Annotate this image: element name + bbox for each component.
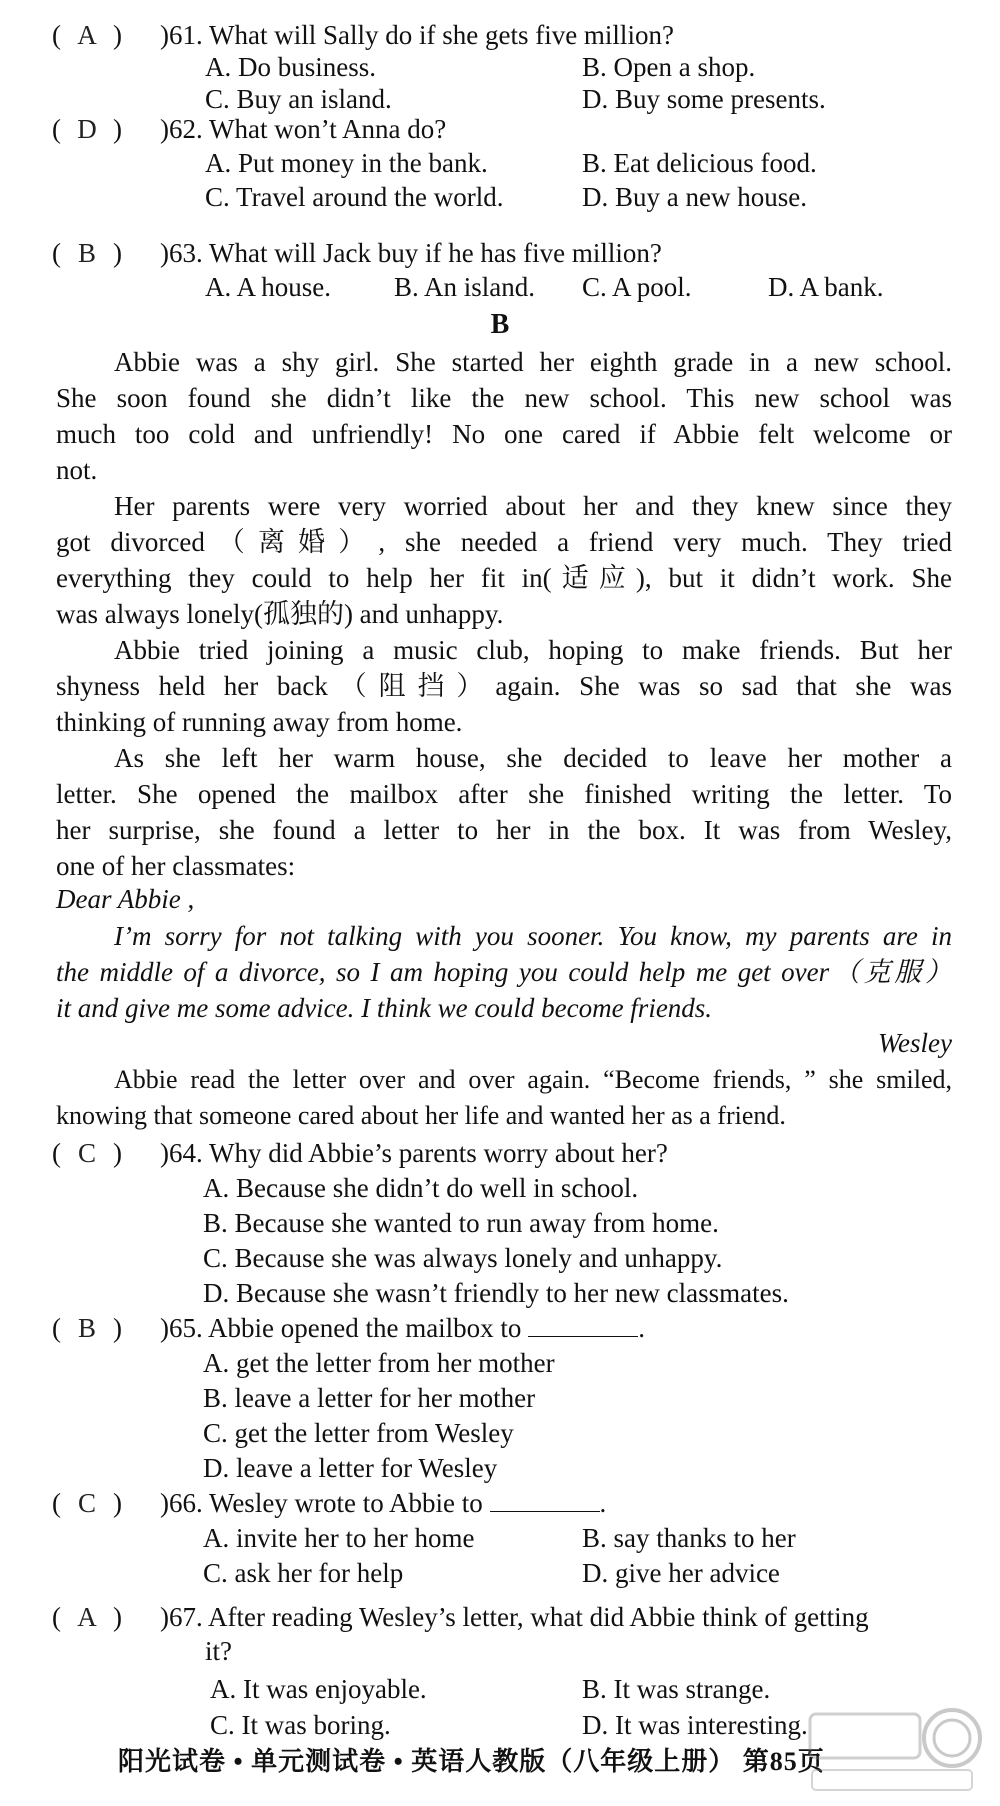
question-65: )65. Abbie opened the mailbox to <box>160 1313 522 1343</box>
answer-paren-67: ( A ) <box>52 1602 122 1632</box>
answer-blank-66 <box>490 1489 600 1512</box>
passage-line: was always lonely(孤独的) and unhappy. <box>56 599 504 629</box>
option-63-a: A. A house. <box>205 272 332 302</box>
option-67-a: A. It was enjoyable. <box>210 1674 427 1704</box>
answer-67: A <box>77 1602 97 1632</box>
option-62-b: B. Eat delicious food. <box>582 148 817 178</box>
option-61-d: D. Buy some presents. <box>582 84 826 114</box>
option-62-d: D. Buy a new house. <box>582 182 807 212</box>
passage-line: everything they could to help her fit in(适应), but it didn’t work. She <box>56 563 952 593</box>
option-67-d: D. It was interesting. <box>582 1710 808 1740</box>
answer-paren-62: ( D ) <box>52 114 122 144</box>
answer-paren-61: ( A ) <box>52 20 122 50</box>
passage-line: got divorced（离婚）, she needed a friend very much. They tried <box>56 527 952 557</box>
letter-greeting: Dear Abbie , <box>56 884 195 914</box>
passage-line: much too cold and unfriendly! No one cared if Abbie felt welcome or <box>56 419 952 449</box>
passage-paragraph-2 <box>56 488 952 632</box>
option-66-c: C. ask her for help <box>203 1558 404 1588</box>
answer-paren-66: ( C ) <box>52 1488 122 1518</box>
option-63-d: D. A bank. <box>768 272 884 302</box>
passage-paragraph-1 <box>56 344 952 488</box>
question-66: )66. Wesley wrote to Abbie to <box>160 1488 483 1518</box>
passage-line: her surprise, she found a letter to her in the box. It was from Wesley, <box>56 815 952 845</box>
passage-line: Abbie was a shy girl. She started her eighth grade in a new school. <box>114 347 952 377</box>
answer-64: C <box>77 1138 96 1168</box>
question-66-stem: )66. Wesley wrote to Abbie to . <box>160 1488 607 1518</box>
passage-line: not. <box>56 455 98 485</box>
answer-blank-65 <box>528 1314 638 1337</box>
option-64-b: B. Because she wanted to run away from home. <box>203 1208 719 1238</box>
option-66-b: B. say thanks to her <box>582 1523 796 1553</box>
passage-line: She soon found she didn’t like the new school. This new school was <box>56 383 952 413</box>
passage-paragraph-5 <box>56 1062 952 1134</box>
option-67-b: B. It was strange. <box>582 1674 771 1704</box>
passage-line: thinking of running away from home. <box>56 707 463 737</box>
answer-61: A <box>77 20 97 50</box>
answer-65: B <box>77 1313 96 1343</box>
question-67: )67. After reading Wesley’s letter, what did Abbie think of getting <box>160 1602 869 1632</box>
letter-signature: Wesley <box>878 1028 952 1058</box>
passage-line: shyness held her back（阻挡）again. She was so sad that she was <box>56 671 952 701</box>
question-63: )63. What will Jack buy if he has five million? <box>160 238 662 268</box>
question-67-continued: it? <box>205 1636 232 1666</box>
answer-66: C <box>77 1488 96 1518</box>
option-61-c: C. Buy an island. <box>205 84 392 114</box>
answer-paren-63: ( B ) <box>52 238 122 268</box>
passage-line: Her parents were very worried about her and they knew since they <box>114 491 952 521</box>
passage-line: Abbie read the letter over and over again. “Become friends, ” she smiled, <box>114 1065 952 1094</box>
answer-62: D <box>77 114 97 144</box>
section-b-heading: B <box>490 309 510 340</box>
question-61: )61. What will Sally do if she gets five million? <box>160 20 674 50</box>
option-65-a: A. get the letter from her mother <box>203 1348 555 1378</box>
option-67-c: C. It was boring. <box>210 1710 391 1740</box>
question-65-stem: )65. Abbie opened the mailbox to . <box>160 1313 645 1343</box>
watermark-logo <box>802 1700 982 1796</box>
answer-paren-65: ( B ) <box>52 1313 122 1343</box>
passage-line: As she left her warm house, she decided to leave her mother a <box>114 743 952 773</box>
option-65-d: D. leave a letter for Wesley <box>203 1453 498 1483</box>
option-65-c: C. get the letter from Wesley <box>203 1418 514 1448</box>
answer-63: B <box>77 238 96 268</box>
question-64: )64. Why did Abbie’s parents worry about her? <box>160 1138 668 1168</box>
question-62: )62. What won’t Anna do? <box>160 114 447 144</box>
option-64-a: A. Because she didn’t do well in school. <box>203 1173 639 1203</box>
passage-paragraph-3 <box>56 632 952 740</box>
option-62-c: C. Travel around the world. <box>205 182 504 212</box>
passage-line: one of her classmates: <box>56 851 296 881</box>
option-66-d: D. give her advice <box>582 1558 780 1588</box>
answer-paren-64: ( C ) <box>52 1138 122 1168</box>
option-63-b: B. An island. <box>394 272 536 302</box>
option-64-c: C. Because she was always lonely and unhappy. <box>203 1243 723 1273</box>
letter-line: the middle of a divorce, so I am hoping you could help me get over（克服） <box>56 957 952 987</box>
option-65-b: B. leave a letter for her mother <box>203 1383 536 1413</box>
passage-paragraph-4 <box>56 740 952 884</box>
option-63-c: C. A pool. <box>582 272 692 302</box>
option-64-d: D. Because she wasn’t friendly to her new classmates. <box>203 1278 789 1308</box>
page-footer: 阳光试卷 • 单元测试卷 • 英语人教版（八年级上册） 第85页 <box>118 1747 825 1776</box>
letter-body <box>56 918 952 1026</box>
passage-line: letter. She opened the mailbox after she finished writing the letter. To <box>56 779 952 809</box>
option-62-a: A. Put money in the bank. <box>205 148 488 178</box>
passage-line: knowing that someone cared about her life and wanted her as a friend. <box>56 1101 786 1130</box>
option-66-a: A. invite her to her home <box>203 1523 475 1553</box>
letter-line: I’m sorry for not talking with you sooner. You know, my parents are in <box>114 921 952 951</box>
option-61-a: A. Do business. <box>205 52 377 82</box>
passage-line: Abbie tried joining a music club, hoping to make friends. But her <box>114 635 952 665</box>
option-61-b: B. Open a shop. <box>582 52 756 82</box>
letter-line: it and give me some advice. I think we could become friends. <box>56 993 713 1023</box>
